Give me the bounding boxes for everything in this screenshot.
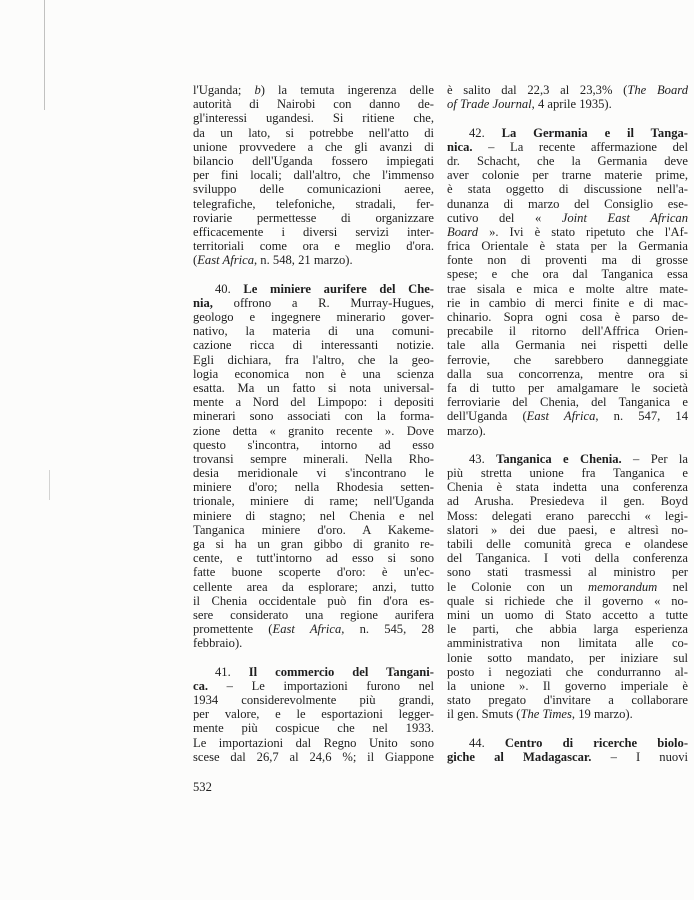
body-text: posto i negoziati che condurranno al-	[447, 664, 688, 679]
italic-text: East Africa	[197, 253, 254, 268]
text-line	[447, 636, 688, 650]
italic-text: Board	[447, 224, 479, 239]
text-line	[193, 282, 434, 296]
italic-text: Joint East African	[561, 210, 688, 225]
text-line	[193, 154, 434, 168]
text-line	[447, 126, 688, 140]
text-line	[193, 324, 434, 338]
paragraph	[447, 83, 688, 111]
body-text: telegrafiche, telefoniche, stradali, fer-	[193, 196, 434, 211]
body-text: le parti, che abbia larga esperienza	[447, 622, 688, 637]
text-line	[447, 651, 688, 665]
text-line	[447, 140, 688, 154]
text-line	[447, 381, 688, 395]
body-text: dr. Schacht, che la Germania deve	[447, 153, 688, 168]
text-line	[447, 622, 688, 636]
body-text: amministrativa non limitata alle co-	[447, 636, 688, 651]
body-text: mini un uomo di Stato accetto a tutte	[447, 607, 688, 622]
section-heading: Le miniere aurifere del Che-	[243, 281, 434, 296]
binding-mark	[44, 0, 45, 110]
section-heading: nica.	[447, 139, 473, 154]
text-line	[447, 679, 688, 693]
italic-text: East Africa	[272, 622, 342, 637]
body-text: il Chenia occidentale può fin d'ora es-	[193, 593, 434, 608]
text-line	[447, 83, 688, 97]
text-line	[447, 154, 688, 168]
body-text: per valore, e le esportazioni legger-	[193, 707, 434, 722]
body-text: miniere di stagno; nel Chenia e nel	[193, 508, 434, 523]
body-text: lonie sotto mandato, per iniziare sul	[447, 650, 688, 665]
text-line	[193, 509, 434, 523]
body-text: Tanganica miniere d'oro. A Kakeme-	[193, 522, 434, 537]
body-text: dell'Uganda (	[447, 409, 527, 424]
text-line	[447, 424, 688, 438]
body-text: Le importazioni dal Regno Unito sono	[193, 735, 434, 750]
text-line	[193, 679, 434, 693]
body-text: sere considerato una regione aurifera	[193, 607, 434, 622]
body-text: fatte buone scoperte d'oro: è un'ec-	[193, 565, 434, 580]
body-text: gl'interessi ugandesi. Si ritiene che,	[193, 111, 434, 126]
body-text: 1934 considerevolmente più grandi,	[193, 693, 434, 708]
paragraph	[447, 452, 688, 722]
text-line	[193, 707, 434, 721]
body-text: bilancio dell'Uganda fossero impiegati	[193, 153, 434, 168]
text-column-left	[193, 83, 434, 778]
body-text: Chenia è stata indetta una conferenza	[447, 480, 688, 495]
paragraph	[447, 126, 688, 438]
body-text: , 4 aprile 1935).	[531, 97, 612, 112]
text-line	[193, 551, 434, 565]
body-text: ga si ha un gran gibbo di granito re-	[193, 537, 434, 551]
italic-text: The Board	[627, 83, 688, 97]
text-line	[447, 565, 688, 579]
body-text: miniere d'oro; nella Rhodesia setten-	[193, 480, 434, 495]
body-text: è stata oggetto di discussione nell'a-	[447, 182, 688, 197]
body-text: autorità di Nairobi con danno de-	[193, 97, 434, 112]
body-text: ». Ivi è stato ripetuto che l'Af-	[478, 224, 688, 239]
italic-text: East Africa	[526, 409, 596, 424]
body-text: dunanza di marzo del Consiglio ese-	[447, 196, 688, 211]
text-line	[447, 225, 688, 239]
body-text: esatta. Ma un fatto si nota universal-	[193, 380, 434, 395]
text-line	[447, 310, 688, 324]
body-text: 43.	[469, 451, 497, 466]
text-line	[193, 395, 434, 409]
text-line	[447, 338, 688, 352]
body-text: nel	[657, 579, 688, 594]
body-text: 40.	[215, 281, 244, 296]
text-line	[193, 736, 434, 750]
text-line	[447, 168, 688, 182]
body-text: quale si richiede che il governo « no-	[447, 593, 688, 608]
text-line	[193, 494, 434, 508]
text-line	[447, 267, 688, 281]
text-line	[193, 480, 434, 494]
body-text: ad Arusha. Presiedeva il gen. Boyd	[447, 494, 688, 509]
body-text: sviluppo delle comunicazioni aeree,	[193, 182, 434, 197]
paragraph	[193, 83, 434, 267]
body-text: tabili delle comunità greca e olandese	[447, 537, 688, 551]
italic-text: b	[254, 83, 261, 97]
text-line	[193, 381, 434, 395]
body-text: dalla sua concorrenza, mentre ora si	[447, 366, 688, 381]
text-line	[193, 239, 434, 253]
body-text: l'Uganda;	[193, 83, 255, 97]
body-text: minerari sono associati con la forma-	[193, 409, 434, 424]
text-line	[447, 608, 688, 622]
body-text: da un lato, si potrebbe nell'atto di	[193, 125, 434, 140]
body-text: stato pregato d'invitare a collaborare	[447, 693, 688, 708]
body-text: cente, e tutt'intorno ad esso si sono	[193, 551, 434, 566]
section-heading: Tanganica e Chenia.	[496, 451, 622, 466]
paragraph	[447, 736, 688, 764]
body-text: chinario. Sopra ogni cosa è parso de-	[447, 310, 688, 324]
text-line	[447, 707, 688, 721]
text-line	[447, 197, 688, 211]
text-line	[193, 438, 434, 452]
text-line	[447, 494, 688, 508]
body-text: logia economica non è una scienza	[193, 366, 434, 381]
body-text: trionale, miniere di rame; nell'Uganda	[193, 494, 434, 509]
body-text: la unione ». Il governo imperiale è	[447, 678, 688, 693]
body-text: – Le importazioni furono nel	[208, 678, 434, 693]
body-text: 41.	[215, 664, 249, 679]
body-text: fonte non di proventi ma di grosse	[447, 253, 688, 268]
body-text: ferrovie, che sarebbero danneggiate	[447, 352, 688, 367]
text-line	[193, 253, 434, 267]
text-line	[193, 310, 434, 324]
body-text: ) la temuta ingerenza delle	[260, 83, 434, 97]
text-line	[447, 523, 688, 537]
body-text: cazione ricca di interessanti notizie.	[193, 338, 434, 353]
section-heading: nia,	[193, 295, 213, 310]
text-line	[447, 239, 688, 253]
body-text: desia meridionale vi s'incontrano le	[193, 466, 434, 481]
text-line	[447, 580, 688, 594]
body-text: trae sisala e mica e molte altre mate-	[447, 281, 688, 296]
body-text: zione detta « granito recente ». Dove	[193, 423, 434, 438]
text-line	[193, 338, 434, 352]
body-text: marzo).	[447, 423, 486, 438]
body-text: , n. 545, 28	[341, 622, 434, 637]
text-line	[447, 409, 688, 423]
text-line	[193, 452, 434, 466]
text-line	[447, 367, 688, 381]
body-text: mente più cospicue che nel 1933.	[193, 721, 434, 736]
text-line	[447, 750, 688, 764]
text-line	[447, 594, 688, 608]
body-text: per fini locali; dall'altro, che l'immenso	[193, 168, 434, 183]
body-text: spese; e che ora dal Tanganica essa	[447, 267, 688, 282]
text-line	[193, 111, 434, 125]
paragraph	[193, 665, 434, 764]
text-line	[193, 97, 434, 111]
body-text: il gen. Smuts (	[447, 707, 521, 722]
text-line	[447, 480, 688, 494]
italic-text: The Times	[520, 707, 572, 722]
binding-mark	[49, 470, 50, 500]
text-line	[447, 736, 688, 750]
text-line	[193, 367, 434, 381]
text-line	[193, 594, 434, 608]
text-line	[193, 665, 434, 679]
text-line	[447, 296, 688, 310]
section-heading: Il commercio del Tangani-	[248, 664, 434, 679]
body-text: (	[193, 253, 198, 268]
text-line	[447, 211, 688, 225]
text-line	[193, 424, 434, 438]
body-text: aver colonie per trarne materie prime,	[447, 168, 688, 183]
text-line	[193, 622, 434, 636]
text-line	[193, 693, 434, 707]
paragraph	[193, 282, 434, 651]
section-heading: ca.	[193, 678, 209, 693]
body-text: , n. 548, 21 marzo).	[254, 253, 353, 268]
body-text: è salito dal 22,3 al 23,3% (	[447, 83, 628, 97]
body-text: nativo, la materia di una comuni-	[193, 324, 434, 339]
text-line	[193, 580, 434, 594]
text-line	[193, 168, 434, 182]
text-line	[447, 282, 688, 296]
text-line	[193, 83, 434, 97]
body-text: slatori » dei due paesi, e altresì no-	[447, 522, 688, 537]
text-line	[447, 665, 688, 679]
text-line	[447, 395, 688, 409]
text-line	[193, 565, 434, 579]
body-text: scese dal 26,7 al 24,6 %; il Giappone	[193, 749, 434, 764]
body-text: precabile il ritorno dell'Affrica Orien-	[447, 324, 688, 339]
body-text: Moss: delegati erano parecchi « legi-	[447, 508, 688, 523]
text-line	[447, 466, 688, 480]
text-line	[193, 409, 434, 423]
text-line	[193, 140, 434, 154]
body-text: rie in cambio di merci finite e di mac-	[447, 295, 688, 310]
body-text: – La recente affermazione del	[472, 139, 688, 154]
body-text: efficacemente i diversi servizi inter-	[193, 224, 434, 239]
body-text: le Colonie con un	[447, 579, 589, 594]
text-line	[447, 182, 688, 196]
section-heading: Centro di ricerche biolo-	[504, 735, 688, 750]
text-line	[193, 466, 434, 480]
text-line	[193, 523, 434, 537]
body-text: fa di tutto per amalgamare le società	[447, 380, 688, 395]
body-text: 44.	[469, 735, 505, 750]
body-text: tale alla Germania nei rispetti delle	[447, 338, 688, 353]
section-heading: giche al Madagascar.	[447, 749, 592, 764]
section-heading: La Germania e il Tanga-	[501, 125, 688, 140]
text-line	[193, 353, 434, 367]
text-line	[193, 636, 434, 650]
body-text: offrono a R. Murray-Hugues,	[212, 295, 434, 310]
page-number: 532	[193, 780, 212, 794]
text-line	[447, 324, 688, 338]
body-text: Egli dichiara, fra l'altro, che la geo-	[193, 352, 434, 367]
body-text: unione provvedere a che gli avanzi di	[193, 139, 434, 154]
italic-text: of Trade Journal	[447, 97, 532, 112]
body-text: del Tanganica. I voti della conferenza	[447, 551, 688, 566]
body-text: ferroviarie del Chenia, del Tanganica e	[447, 395, 688, 410]
text-line	[193, 608, 434, 622]
text-line	[193, 296, 434, 310]
text-line	[193, 537, 434, 551]
text-line	[193, 126, 434, 140]
body-text: cutivo del «	[447, 210, 562, 225]
body-text: sono stati trasmessi al ministro per	[447, 565, 688, 580]
body-text: – Per la	[621, 451, 688, 466]
body-text: febbraio).	[193, 636, 243, 651]
text-line	[447, 509, 688, 523]
body-text: geologo e ingegnere minerario gover-	[193, 310, 434, 324]
body-text: , 19 marzo).	[571, 707, 633, 722]
text-line	[447, 537, 688, 551]
body-text: cellente area da esplorare; anzi, tutto	[193, 579, 434, 594]
body-text: promettente (	[193, 622, 273, 637]
body-text: questo s'incontra, intorno ad esso	[193, 437, 434, 452]
body-text: mente a Nord del Limpopo: i depositi	[193, 395, 434, 410]
text-line	[447, 97, 688, 111]
text-line	[447, 253, 688, 267]
text-line	[193, 211, 434, 225]
body-text: trovansi sempre minerali. Nella Rho-	[193, 451, 434, 466]
body-text: territoriali come ora e meglio d'ora.	[193, 239, 434, 254]
text-line	[447, 353, 688, 367]
text-line	[193, 225, 434, 239]
text-line	[447, 452, 688, 466]
text-line	[447, 551, 688, 565]
text-line	[193, 721, 434, 735]
body-text: roviarie permettesse di organizzare	[193, 210, 434, 225]
body-text: 42.	[469, 125, 502, 140]
body-text: frica Orientale è stata per la Germania	[447, 239, 688, 254]
body-text: più stretta unione fra Tanganica e	[447, 466, 688, 481]
text-line	[193, 750, 434, 764]
italic-text: memorandum	[588, 579, 658, 594]
text-line	[193, 182, 434, 196]
body-text: – I nuovi	[591, 749, 688, 764]
body-text: , n. 547, 14	[595, 409, 688, 424]
text-line	[193, 197, 434, 211]
text-line	[447, 693, 688, 707]
text-column-right	[447, 83, 688, 778]
